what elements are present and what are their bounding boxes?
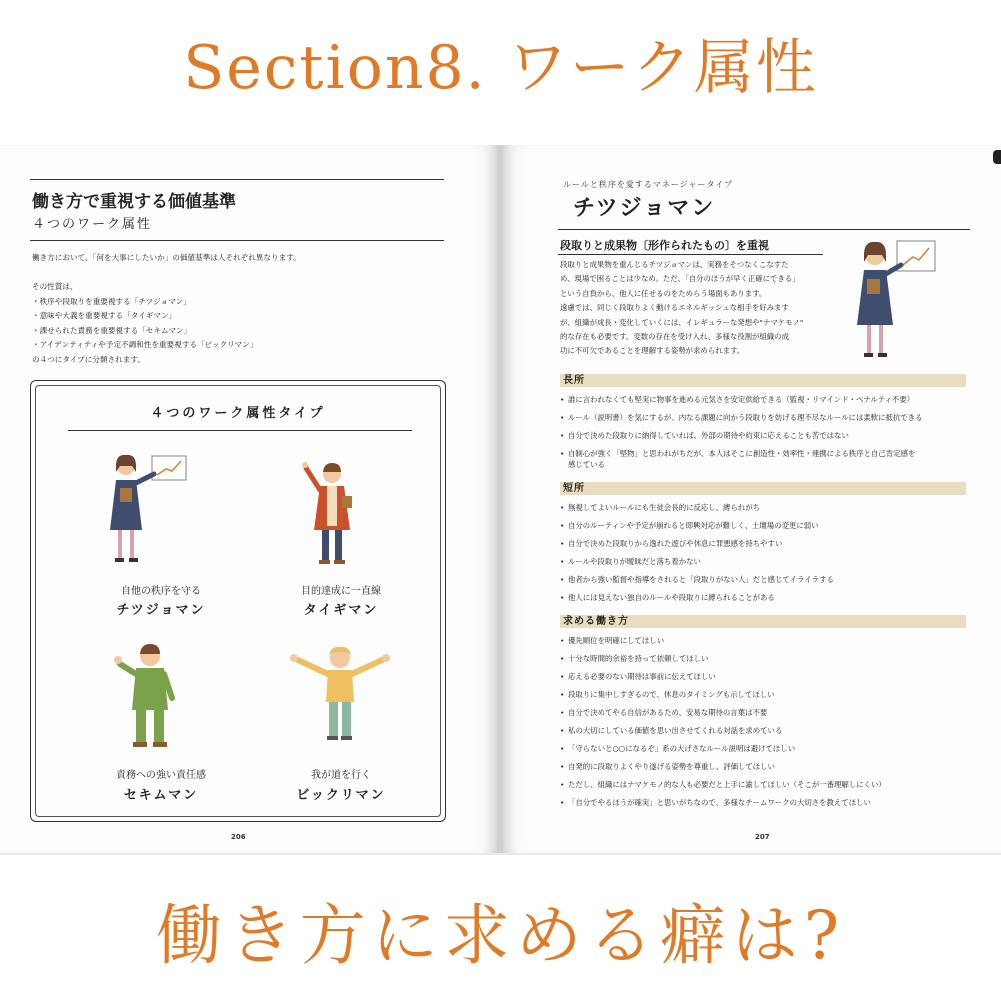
left-page-title: 働き方で重視する価値基準: [32, 192, 236, 212]
body-line: ・課せられた責務を重要視する「セキムマン」: [32, 325, 192, 335]
right-page-intro: [560, 258, 832, 359]
left-page-body: [32, 251, 446, 367]
bottom-heading: 働き方に求める癖は?: [155, 897, 846, 974]
body-line: ・アイデンティティや予定不調和性を重要視する「ビックリマン」: [32, 340, 258, 349]
list-item: • 私の大切にしている価値を思い出させてくれる対話を求めている: [560, 726, 783, 735]
divider: [68, 430, 412, 431]
list-item: • 十分な時間的余裕を持って依頼してほしい: [560, 654, 709, 663]
character-desc: 責務への強い責任感: [116, 770, 206, 781]
list-item: • 自制心が強く「堅物」と思われがちだが、本人はそこに創造性・効率性・連携による秩序と自己肯定感を 感じている: [560, 449, 916, 469]
list-item: • ルールや段取りが曖昧だと落ち着かない: [560, 557, 701, 566]
right-page-kicker: ルールと秩序を愛するマネージャータイプ: [563, 180, 734, 189]
list-item: • 他人には見えない独自のルールや段取りに縛られることがある: [560, 593, 775, 602]
divider: [558, 254, 823, 255]
character-name: タイギマン: [303, 603, 379, 618]
sekimuman-illustration: [106, 640, 206, 760]
list-item: • 無視してよいルールにも生徒会長的に反応し、縛られがち: [560, 503, 761, 512]
intro-line: 功に不可欠であることを理解する姿勢が求められます。: [560, 346, 745, 356]
divider: [30, 240, 444, 241]
list-item: • 「自分でやるほうが確実」と思いがちなので、多様なチームワークの大切さを教えてほしい: [560, 798, 871, 807]
chitsujoman-portrait: [853, 235, 958, 365]
top-heading: Section8. ワーク属性: [183, 33, 818, 103]
page-tab-marker: [993, 150, 1001, 164]
bikkuriman-illustration: [284, 644, 396, 754]
page-number: 206: [231, 833, 246, 841]
section-heading-preferred-workstyle: 求める働き方: [560, 615, 966, 628]
list-item: • 自分で決めた段取りから逸れた遊びや休息に罪悪感を持ちやすい: [560, 539, 783, 548]
right-page-lead: 段取りと成果物〔形作られたもの〕を重視: [560, 239, 769, 252]
character-name: ビックリマン: [296, 788, 386, 803]
open-book: [0, 145, 1001, 855]
character-name: セキムマン: [123, 788, 199, 803]
intro-line: 遠慮では、同じく段取りよく動けるエネルギッシュな相手を好みます: [560, 303, 789, 313]
list-item: • 「守らないと○○になるぞ」系の大げさなルール説明は避けてほしい: [560, 744, 796, 753]
divider: [30, 179, 444, 180]
list-item: • ルール（説明書）を気にするが、内なる課題に向かう段取りを妨げる理不尽なルールには柔軟に抵抗できる: [560, 413, 923, 422]
list-item: • 自分で決めてやる自信があるため、安易な期待の言葉は不要: [560, 708, 768, 717]
list-item: • ただし、組織にはナマケモノ的な人も必要だと上手に諭してほしい（そこが一番理解しにくい）: [560, 780, 886, 789]
intro-line: という自負から、他人に任せるのをためらう場面もあります。: [560, 288, 767, 298]
divider: [558, 229, 970, 230]
list-item: • 自分のルーティンや予定が崩れると即興対応が難しく、土壇場の変更に弱い: [560, 521, 819, 530]
list-item: • 自発的に段取りよくやり遂げる姿勢を尊重し、評価してほしい: [560, 762, 775, 771]
character-desc: 自他の秩序を守る: [121, 586, 201, 597]
left-page: [0, 145, 497, 853]
right-page-title: チツジョマン: [573, 196, 716, 221]
types-box: [30, 380, 446, 822]
body-line: [32, 266, 446, 281]
body-line: 働き方において、「何を大事にしたいか」の価値基準は人それぞれ異なります。: [32, 253, 301, 262]
list-item: • 誰に言われなくても堅実に物事を進める元気さを安定供給できる（監視・リマインド・ペナルティ不要）: [560, 395, 915, 404]
body-line: その性質は、: [32, 282, 78, 291]
list-item: • 応える必要のない期待は事前に伝えてほしい: [560, 672, 716, 681]
taigiman-illustration: [286, 458, 396, 576]
body-line: ・意味や大義を重要視する「タイギマン」: [32, 311, 177, 320]
section-heading-strengths: 長所: [560, 374, 966, 387]
intro-line: 的な存在も必要です。変数の存在を受け入れ、多様な役割が組織の成: [560, 332, 789, 342]
right-page: [503, 145, 1001, 853]
intro-line: が、組織が成長・変化していくには、イレギュラーな発想や"ナマケモノ": [560, 317, 804, 327]
list-item: • 優先順位を明確にしてほしい: [560, 636, 665, 645]
character-desc: 我が道を行く: [311, 770, 371, 781]
list-item: • 段取りに集中しすぎるので、休息のタイミングも示してほしい: [560, 690, 775, 699]
intro-line: 段取りと成果物を重んじるチツジョマンは、実務をそつなくこなすた: [560, 260, 789, 269]
types-box-title: ４つのワーク属性タイプ: [150, 406, 326, 421]
intro-line: め、現場で困ることは少なめ。ただ、「自分のほうが早く正確にできる」: [560, 274, 800, 284]
types-box-inner: [35, 385, 441, 817]
section-heading-weaknesses: 短所: [560, 482, 966, 495]
list-item: • 他者から強い監督や指導をされると「段取りがない人」だと感じてイライラする: [560, 575, 834, 584]
character-name: チツジョマン: [116, 603, 206, 618]
left-page-subtitle: ４つのワーク属性: [32, 217, 153, 232]
chitsujoman-illustration: [102, 450, 212, 575]
list-item: • 自分で決めた段取りに納得していれば、外部の期待や約束に応えることも苦ではない: [560, 431, 849, 440]
page-number: 207: [755, 833, 770, 841]
character-desc: 目的達成に一直線: [301, 586, 381, 597]
body-line: の４つにタイプに分類されます。: [32, 354, 145, 364]
body-line: ・秩序や段取りを重要視する「チツジョマン」: [32, 296, 191, 306]
